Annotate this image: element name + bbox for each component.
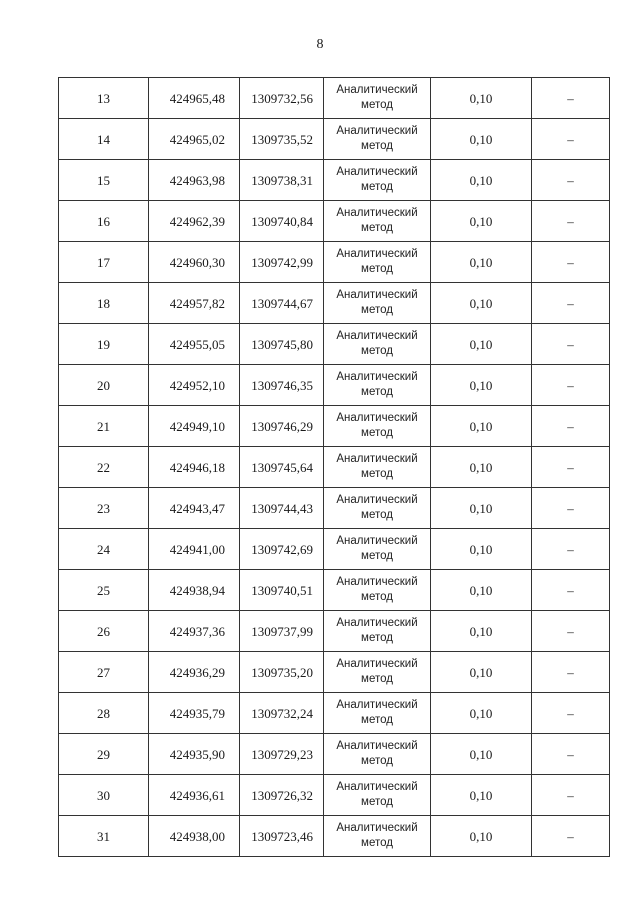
- coordinates-table: [58, 77, 610, 857]
- y-coordinate-cell: 1309737,99: [240, 611, 324, 652]
- point-number-cell: 21: [59, 406, 149, 447]
- method-cell: Аналитический метод: [324, 611, 431, 652]
- note-cell: –: [532, 201, 610, 242]
- note-cell: –: [532, 447, 610, 488]
- method-cell: Аналитический метод: [324, 693, 431, 734]
- note-cell: –: [532, 816, 610, 857]
- x-coordinate-cell: 424962,39: [149, 201, 240, 242]
- accuracy-cell: 0,10: [431, 78, 532, 119]
- accuracy-cell: 0,10: [431, 365, 532, 406]
- point-number-cell: 31: [59, 816, 149, 857]
- table-row: [59, 324, 610, 365]
- x-coordinate-cell: 424936,29: [149, 652, 240, 693]
- method-cell: Аналитический метод: [324, 160, 431, 201]
- note-cell: –: [532, 693, 610, 734]
- note-cell: –: [532, 160, 610, 201]
- y-coordinate-cell: 1309746,35: [240, 365, 324, 406]
- coordinates-table-body: [59, 78, 610, 857]
- y-coordinate-cell: 1309746,29: [240, 406, 324, 447]
- x-coordinate-cell: 424965,48: [149, 78, 240, 119]
- method-cell: Аналитический метод: [324, 201, 431, 242]
- y-coordinate-cell: 1309740,84: [240, 201, 324, 242]
- note-cell: –: [532, 365, 610, 406]
- page-number: 8: [316, 37, 324, 52]
- point-number-cell: 23: [59, 488, 149, 529]
- note-cell: –: [532, 611, 610, 652]
- x-coordinate-cell: 424952,10: [149, 365, 240, 406]
- y-coordinate-cell: 1309726,32: [240, 775, 324, 816]
- y-coordinate-cell: 1309723,46: [240, 816, 324, 857]
- x-coordinate-cell: 424957,82: [149, 283, 240, 324]
- x-coordinate-cell: 424941,00: [149, 529, 240, 570]
- method-cell: Аналитический метод: [324, 242, 431, 283]
- accuracy-cell: 0,10: [431, 160, 532, 201]
- y-coordinate-cell: 1309732,24: [240, 693, 324, 734]
- accuracy-cell: 0,10: [431, 201, 532, 242]
- method-cell: Аналитический метод: [324, 570, 431, 611]
- note-cell: –: [532, 242, 610, 283]
- x-coordinate-cell: 424935,90: [149, 734, 240, 775]
- accuracy-cell: 0,10: [431, 119, 532, 160]
- table-row: [59, 242, 610, 283]
- note-cell: –: [532, 570, 610, 611]
- point-number-cell: 20: [59, 365, 149, 406]
- table-row: [59, 816, 610, 857]
- point-number-cell: 24: [59, 529, 149, 570]
- table-row: [59, 611, 610, 652]
- accuracy-cell: 0,10: [431, 406, 532, 447]
- y-coordinate-cell: 1309735,20: [240, 652, 324, 693]
- y-coordinate-cell: 1309742,69: [240, 529, 324, 570]
- table-row: [59, 652, 610, 693]
- x-coordinate-cell: 424936,61: [149, 775, 240, 816]
- x-coordinate-cell: 424955,05: [149, 324, 240, 365]
- point-number-cell: 22: [59, 447, 149, 488]
- accuracy-cell: 0,10: [431, 816, 532, 857]
- point-number-cell: 25: [59, 570, 149, 611]
- note-cell: –: [532, 775, 610, 816]
- table-row: [59, 119, 610, 160]
- accuracy-cell: 0,10: [431, 324, 532, 365]
- note-cell: –: [532, 529, 610, 570]
- y-coordinate-cell: 1309735,52: [240, 119, 324, 160]
- note-cell: –: [532, 734, 610, 775]
- x-coordinate-cell: 424938,00: [149, 816, 240, 857]
- x-coordinate-cell: 424935,79: [149, 693, 240, 734]
- accuracy-cell: 0,10: [431, 652, 532, 693]
- method-cell: Аналитический метод: [324, 488, 431, 529]
- method-cell: Аналитический метод: [324, 365, 431, 406]
- accuracy-cell: 0,10: [431, 734, 532, 775]
- table-row: [59, 734, 610, 775]
- method-cell: Аналитический метод: [324, 119, 431, 160]
- table-row: [59, 283, 610, 324]
- method-cell: Аналитический метод: [324, 283, 431, 324]
- table-row: [59, 365, 610, 406]
- point-number-cell: 15: [59, 160, 149, 201]
- accuracy-cell: 0,10: [431, 283, 532, 324]
- note-cell: –: [532, 78, 610, 119]
- y-coordinate-cell: 1309742,99: [240, 242, 324, 283]
- table-row: [59, 160, 610, 201]
- accuracy-cell: 0,10: [431, 693, 532, 734]
- accuracy-cell: 0,10: [431, 242, 532, 283]
- table-row: [59, 447, 610, 488]
- x-coordinate-cell: 424963,98: [149, 160, 240, 201]
- method-cell: Аналитический метод: [324, 324, 431, 365]
- point-number-cell: 18: [59, 283, 149, 324]
- method-cell: Аналитический метод: [324, 775, 431, 816]
- table-row: [59, 488, 610, 529]
- y-coordinate-cell: 1309738,31: [240, 160, 324, 201]
- table-row: [59, 201, 610, 242]
- accuracy-cell: 0,10: [431, 570, 532, 611]
- accuracy-cell: 0,10: [431, 529, 532, 570]
- accuracy-cell: 0,10: [431, 447, 532, 488]
- point-number-cell: 29: [59, 734, 149, 775]
- table-row: [59, 693, 610, 734]
- point-number-cell: 16: [59, 201, 149, 242]
- method-cell: Аналитический метод: [324, 406, 431, 447]
- point-number-cell: 28: [59, 693, 149, 734]
- y-coordinate-cell: 1309744,67: [240, 283, 324, 324]
- y-coordinate-cell: 1309745,64: [240, 447, 324, 488]
- note-cell: –: [532, 652, 610, 693]
- method-cell: Аналитический метод: [324, 78, 431, 119]
- y-coordinate-cell: 1309732,56: [240, 78, 324, 119]
- y-coordinate-cell: 1309740,51: [240, 570, 324, 611]
- x-coordinate-cell: 424949,10: [149, 406, 240, 447]
- point-number-cell: 14: [59, 119, 149, 160]
- x-coordinate-cell: 424946,18: [149, 447, 240, 488]
- point-number-cell: 26: [59, 611, 149, 652]
- note-cell: –: [532, 119, 610, 160]
- x-coordinate-cell: 424943,47: [149, 488, 240, 529]
- table-row: [59, 406, 610, 447]
- note-cell: –: [532, 406, 610, 447]
- y-coordinate-cell: 1309744,43: [240, 488, 324, 529]
- method-cell: Аналитический метод: [324, 529, 431, 570]
- accuracy-cell: 0,10: [431, 488, 532, 529]
- table-row: [59, 529, 610, 570]
- note-cell: –: [532, 324, 610, 365]
- y-coordinate-cell: 1309729,23: [240, 734, 324, 775]
- method-cell: Аналитический метод: [324, 652, 431, 693]
- accuracy-cell: 0,10: [431, 775, 532, 816]
- note-cell: –: [532, 488, 610, 529]
- table-row: [59, 78, 610, 119]
- point-number-cell: 17: [59, 242, 149, 283]
- table-row: [59, 570, 610, 611]
- point-number-cell: 27: [59, 652, 149, 693]
- x-coordinate-cell: 424965,02: [149, 119, 240, 160]
- method-cell: Аналитический метод: [324, 734, 431, 775]
- method-cell: Аналитический метод: [324, 447, 431, 488]
- table-row: [59, 775, 610, 816]
- point-number-cell: 19: [59, 324, 149, 365]
- x-coordinate-cell: 424938,94: [149, 570, 240, 611]
- note-cell: –: [532, 283, 610, 324]
- point-number-cell: 13: [59, 78, 149, 119]
- x-coordinate-cell: 424937,36: [149, 611, 240, 652]
- method-cell: Аналитический метод: [324, 816, 431, 857]
- accuracy-cell: 0,10: [431, 611, 532, 652]
- x-coordinate-cell: 424960,30: [149, 242, 240, 283]
- point-number-cell: 30: [59, 775, 149, 816]
- y-coordinate-cell: 1309745,80: [240, 324, 324, 365]
